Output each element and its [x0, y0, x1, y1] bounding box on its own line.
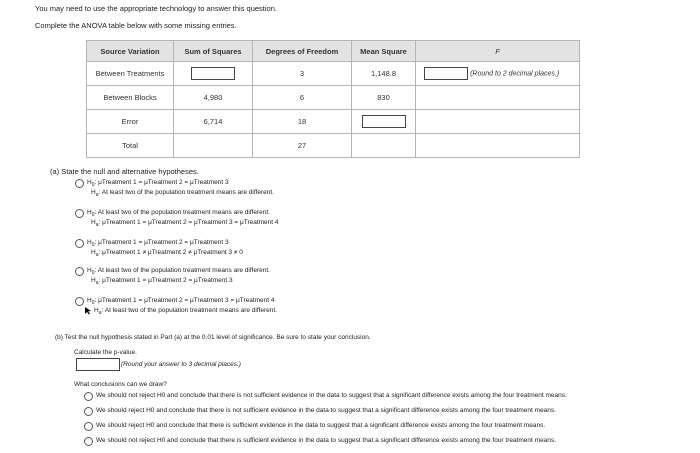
part-a-option-5-ha: $H_a$: At least two of the population treatment means are different. [94, 307, 277, 316]
part-a-option-3-radio[interactable] [75, 239, 84, 248]
part-a-option-3-ha: $H_a$: μTreatment 1 ≠ μTreatment 2 ≠ μTreatment 3 ≠ 0 [91, 249, 243, 258]
table-row [87, 110, 580, 134]
part-b-question: What conclusions can we draw? [74, 381, 167, 388]
col-source: Source Variation [87, 41, 174, 62]
ms-cell [352, 134, 416, 158]
col-df: Degrees of Freedom [253, 41, 352, 62]
part-a-option-1-ha: $H_a$: At least two of the population treatment means are different. [91, 189, 274, 198]
part-b-option-3: We should reject H0 and conclude that there is sufficient evidence in the data to suggest that a significant difference exists among the four treatment means. [96, 422, 546, 429]
source-cell: Total [87, 134, 174, 158]
df-cell: 3 [253, 62, 352, 86]
source-cell: Between Blocks [87, 86, 174, 110]
table-header-row [87, 41, 580, 62]
f-hint: (Round to 2 decimal places.) [470, 70, 560, 78]
part-a-option-4-h0: $H_0$: At least two of the population treatment means are different. [87, 267, 270, 276]
ss-cell: 6,714 [174, 110, 253, 134]
p-value-input[interactable] [76, 358, 120, 371]
col-ms: Mean Square [352, 41, 416, 62]
table-row [87, 86, 580, 110]
p-value-hint: (Round your answer to 3 decimal places.) [121, 361, 241, 368]
part-b-prompt: (b) Test the null hypothesis stated in Part (a) at the 0.01 level of significance. Be sure to state your conclusion. [55, 334, 371, 341]
part-a-option-5-radio[interactable] [75, 297, 84, 306]
instruction-text: Complete the ANOVA table below with some missing entries. [35, 21, 237, 30]
df-cell: 6 [253, 86, 352, 110]
ss-cell [174, 62, 253, 86]
source-cell: Between Treatments [87, 62, 174, 86]
part-b-option-3-radio[interactable] [84, 422, 93, 431]
ms-cell [352, 110, 416, 134]
table-row [87, 62, 580, 86]
col-ss: Sum of Squares [174, 41, 253, 62]
table-row [87, 134, 580, 158]
part-a-option-4-radio[interactable] [75, 267, 84, 276]
col-f: F [416, 41, 580, 62]
part-a-prompt: (a) State the null and alternative hypotheses. [50, 167, 199, 176]
part-a-option-5-h0: $H_0$: μTreatment 1 = μTreatment 2 = μTreatment 3 = μTreatment 4 [87, 297, 275, 306]
note-text: You may need to use the appropriate technology to answer this question. [35, 4, 277, 13]
part-b-option-2: We should reject H0 and conclude that there is not sufficient evidence in the data to suggest that a significant difference exists among the four treatment means. [96, 407, 556, 414]
part-a-option-2-ha: $H_a$: μTreatment 1 = μTreatment 2 = μTreatment 3 = μTreatment 4 [91, 219, 279, 228]
ms-cell: 1,148.8 [352, 62, 416, 86]
part-a-option-1-h0: $H_0$: μTreatment 1 = μTreatment 2 = μTreatment 3 [87, 179, 229, 188]
part-b-option-1: We should not reject H0 and conclude that there is not sufficient evidence in the data to suggest that a significant difference exists among the four treatment means. [96, 392, 567, 399]
source-cell: Error [87, 110, 174, 134]
df-cell: 18 [253, 110, 352, 134]
ss-treatments-input[interactable] [191, 67, 235, 80]
f-input[interactable] [424, 67, 468, 80]
part-b-option-4: We should not reject H0 and conclude that there is sufficient evidence in the data to suggest that a significant difference exists among the four treatment means. [96, 437, 556, 444]
part-a-option-2-radio[interactable] [75, 209, 84, 218]
part-b-option-2-radio[interactable] [84, 407, 93, 416]
part-a-option-1-radio[interactable] [75, 179, 84, 188]
part-b-option-1-radio[interactable] [84, 392, 93, 401]
ms-cell: 830 [352, 86, 416, 110]
part-a-option-2-h0: $H_0$: At least two of the population treatment means are different. [87, 209, 270, 218]
ss-cell [174, 134, 253, 158]
part-a-option-3-h0: $H_0$: μTreatment 1 = μTreatment 2 = μTreatment 3 [87, 239, 229, 248]
anova-table [86, 40, 580, 158]
ss-cell: 4,980 [174, 86, 253, 110]
part-b-option-4-radio[interactable] [84, 437, 93, 446]
part-b-calc: Calculate the p-value. [74, 349, 137, 356]
ms-error-input[interactable] [362, 115, 406, 128]
df-cell: 27 [253, 134, 352, 158]
part-a-option-4-ha: $H_a$: μTreatment 1 = μTreatment 2 = μTreatment 3 [91, 277, 233, 286]
f-cell [416, 62, 580, 86]
f-cell [416, 134, 580, 158]
cursor-icon [84, 306, 92, 315]
f-cell [416, 86, 580, 110]
f-cell [416, 110, 580, 134]
